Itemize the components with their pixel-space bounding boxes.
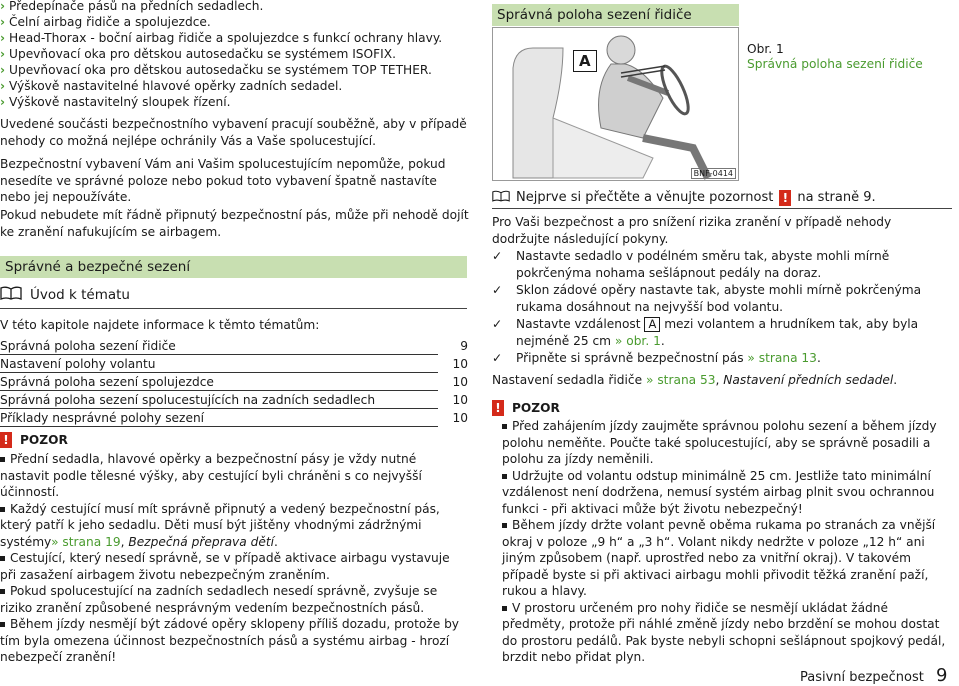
warning-item: Před zahájením jízdy zaujměte správnou polohu sezení a během jízdy polohu neměňte. Poučte také spolucestující, aby se správně posadili a polohu za jízdy neměnili. [502,418,954,468]
instructions-intro: Pro Vaši bezpečnost a pro snížení rizika zranění v případě nehody dodržujte následující pokyny. [492,215,892,246]
table-of-contents [0,337,468,427]
check-text: Nastavte vzdálenost [516,317,641,331]
warning-box [502,418,954,666]
toc-page: 10 [452,375,468,389]
list-item: › Výškově nastavitelné hlavové opěrky zadních sedadel. [0,78,470,94]
page-link[interactable]: » strana 13 [747,351,817,365]
separator: , [715,373,724,387]
figure-driver-position [492,27,739,181]
figure-header: Správná poloha sezení řidiče [492,4,739,26]
page-number: 9 [936,665,948,686]
list-item: › Head-Thorax - boční airbag řidiče a spolujezdce s funkcí ochrany hlavy. [0,30,470,46]
topic-header [0,286,467,309]
page-link[interactable]: » strana 19 [51,534,121,549]
toc-title[interactable]: Správná poloha sezení spolucestujících na zadních sedadlech [0,391,438,409]
paragraph: Uvedené součásti bezpečnostního vybavení pracují souběžně, aby v případě nehody co možná nejlépe ochránily Vás a Vaše spolucestující. [0,117,467,148]
page-link[interactable]: » strana 53 [646,373,716,387]
toc-page: 10 [452,393,468,407]
toc-title[interactable]: Nastavení polohy volantu [0,355,438,373]
book-icon [492,190,510,206]
list-item: › Upevňovací oka pro dětskou autosedačku se systémem ISOFIX. [0,46,470,62]
check-text: Připněte si správně bezpečnostní pás [516,351,744,365]
toc-page: 10 [452,411,468,425]
list-item: › Čelní airbag řidiče a spolujezdce. [0,14,470,30]
section-title: Správné a bezpečné sezení [0,256,467,278]
end: . [816,351,821,365]
safety-features-list [0,0,470,110]
warning-item: Cestující, který nesedí správně, se v případě aktivace airbagu vystavuje při zasažení airbagem životu nebezpečným zraněním. [0,550,462,583]
check-item [492,350,958,367]
figure-code: BNF-0414 [691,168,736,179]
read-first-text: Nejprve si přečtěte a věnujte pozornost [516,190,774,205]
footer-section: Pasivní bezpečnost [800,670,924,685]
read-first-note [492,187,952,209]
warning-icon: ! [0,432,12,448]
read-first-page[interactable]: na straně 9. [797,190,876,205]
toc-title[interactable]: Příklady nesprávné polohy sezení [0,409,438,427]
end: . [660,333,665,348]
chapter-ref: Bezpečná přeprava dětí [128,534,275,549]
toc-row[interactable] [0,409,468,427]
topic-title: Úvod k tématu [30,287,130,303]
toc-row[interactable] [0,337,468,355]
warning-item: Během jízdy držte volant pevně oběma rukama po stranách za vnější okraj v poloze „9 h“ a „3 h“. Volant nikdy nedržte v poloze „12 h“ ani jiným způsobem (např. uprostřed nebo za vnitřní okraj). V takovém případě byste si při aktivaci airbagu mohli přivodit těžká zranění paží, rukou a hlavy. [502,517,954,600]
list-item: › Výškově nastavitelný sloupek řízení. [0,94,470,110]
end: . [274,534,278,549]
checklist [492,248,958,367]
figure-number: Obr. 1 [747,42,784,56]
check-text: mezi volantem a hrudníkem tak, aby byla nejméně 25 cm [516,317,919,348]
book-icon [0,286,22,304]
warning-item [0,501,462,551]
check-item: ✓ Nastavte sedadlo v podélném směru tak, abyste mohli mírně pokrčenýma nohama sešlápnout pedály na doraz. [492,248,958,281]
distance-label-a: A [644,317,660,332]
check-item [492,316,958,349]
check-item: ✓ Sklon zádové opěry nastavte tak, abyste mohli mírně pokrčenýma rukama dosáhnout na nejvyšší bod volantu. [492,282,958,315]
toc-row[interactable] [0,373,468,391]
toc-page: 9 [460,339,468,353]
list-item: › Upevňovací oka pro dětskou autosedačku se systémem TOP TETHER. [0,62,470,78]
warning-text: Každý cestující musí mít správně připnutý a vedený bezpečnostní pás, který patří k jeho sedadlu. Děti musí být jištěny vhodnými zádržnými systémy [0,501,440,549]
chapter-ref: Nastavení předních sedadel [723,373,894,387]
warning-icon: ! [779,190,791,206]
figure-caption: Správná poloha sezení řidiče [747,57,923,71]
paragraph: Bezpečnostní vybavení Vám ani Vašim spolucestujícím nepomůže, pokud nesedíte ve správné poloze nebo pokud toto vybavení špatně nastavíte nebo jej nepoužíváte. [0,157,446,204]
separator: , [120,534,129,549]
warning-item: Pokud spolucestující na zadních sedadlech nesedí správně, zvyšuje se riziko zranění způsobené nesprávným vedením bezpečnostních pásů. [0,583,462,616]
warning-header [0,432,68,448]
driver-seat-illustration [493,28,738,180]
figure-link[interactable]: » obr. 1 [614,333,661,348]
warning-item: V prostoru určeném pro nohy řidiče se nesmějí ukládat žádné předměty, protože při náhlé změně jízdy nebo brzdění se mohou dostat do prostoru pedálů. Pak byste nebyli schopni sešlápnout spojkový pedál, brzdit nebo přidat plyn. [502,600,954,666]
toc-title[interactable]: Správná poloha sezení spolujezdce [0,373,438,391]
toc-row[interactable] [0,391,468,409]
toc-title[interactable]: Správná poloha sezení řidiče [0,337,438,355]
warning-header [492,400,560,416]
end: . [893,373,898,387]
seat-adjust-ref [492,372,958,389]
topic-intro: V této kapitole najdete informace k těmto tématům: [0,318,320,332]
warning-item: Udržujte od volantu odstup minimálně 25 cm. Jestliže tato minimální vzdálenost není dodržena, nemusí systém airbag plnit svou ochrannou funkci - při aktivaci může být životu nebezpečný! [502,468,954,518]
toc-row[interactable] [0,355,468,373]
toc-page: 10 [452,357,468,371]
warning-item: Přední sedadla, hlavové opěrky a bezpečnostní pásy je vždy nutné nastavit podle tělesné výšky, aby cestující byli chráněni s co nejvyšší účinností. [0,451,462,501]
warning-title: POZOR [20,433,68,447]
figure-label-a: A [573,50,597,72]
ref-text: Nastavení sedadla řidiče [492,373,643,387]
warning-item: Během jízdy nesmějí být zádové opěry sklopeny příliš dozadu, protože by tím byla omezena účinnost bezpečnostních pásů a systému airbag - hrozí nebezpečí zranění! [0,616,462,666]
warning-title: POZOR [512,401,560,415]
list-item: › Předepínače pásů na předních sedadlech. [0,0,470,14]
paragraph: Pokud nebudete mít řádně připnutý bezpečnostní pás, může při nehodě dojít ke zranění nafukujícím se airbagem. [0,208,469,239]
warning-icon: ! [492,400,504,416]
warning-box [0,451,462,666]
